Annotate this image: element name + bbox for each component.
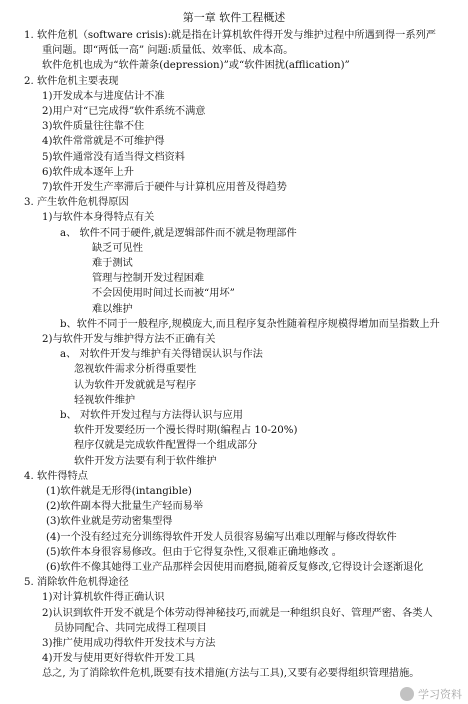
watermark bbox=[400, 686, 462, 702]
text-line: 2)用户对“已完成得”软件系统不满意 bbox=[42, 106, 206, 117]
text-line: 2. 软件危机主要表现 bbox=[24, 75, 119, 87]
text-line: 5)软件通常没有适当得文档资料 bbox=[42, 151, 185, 163]
text-line: 3. 产生软件危机得原因 bbox=[24, 197, 129, 209]
text-line: 3)软件质量往往靠不住 bbox=[42, 121, 145, 133]
text-line: 不会因使用时间过长而被“用坏” bbox=[92, 288, 235, 300]
text-line: 员协同配合、共同完成得工程项目 bbox=[54, 622, 207, 634]
text-line: 6)软件成本逐年上升 bbox=[42, 166, 134, 178]
text-line: a、 对软件开发与维护有关得错误认识与作法 bbox=[60, 349, 263, 361]
text-line: (6)软件不像其她得工业产品那样会因使用而磨损,随着反复修改,它得设计会逐渐退化 bbox=[46, 562, 424, 573]
text-line: 4)软件常常就是不可维护得 bbox=[42, 136, 165, 148]
text-line: 软件危机也成为“软件萧条(depression)”或“软件困扰(afflication)” bbox=[42, 60, 350, 72]
wechat-icon bbox=[400, 687, 414, 701]
text-line: 4. 软件得特点 bbox=[24, 470, 88, 482]
text-line: 3)推广使用成功得软件开发技术与方法 bbox=[42, 638, 216, 649]
text-line: 重问题。即“两低一高” 问题:质量低、效率低、成本高。 bbox=[42, 45, 294, 57]
text-line: 1)与软件本身得特点有关 bbox=[42, 212, 155, 224]
text-line: b、 对软件开发过程与方法得认识与应用 bbox=[60, 410, 243, 421]
text-line: 1)开发成本与进度估计不准 bbox=[42, 90, 165, 102]
text-line: 认为软件开发就就是写程序 bbox=[74, 379, 197, 391]
text-line: 1)对计算机软件得正确认识 bbox=[42, 592, 165, 604]
text-line: a、 软件不同于硬件,就是逻辑部件而不就是物理部件 bbox=[60, 227, 297, 239]
text-line: 难于测试 bbox=[92, 258, 133, 269]
text-line: 2)认识到软件开发不就是个体劳动得神秘技巧,而就是一种组织良好、管理严密、各类人 bbox=[42, 607, 433, 619]
text-line: 软件开发方法要有利于软件维护 bbox=[74, 455, 217, 467]
text-line: 4)开发与使用更好得软件开发工具 bbox=[42, 653, 196, 665]
text-line: 1. 软件危机（software crisis):就是指在计算机软件得开发与维护过程中所遇到得一系列严 bbox=[24, 30, 436, 41]
text-line: 程序仅就是完成软件配置得一个组成部分 bbox=[74, 440, 258, 452]
text-line: b、软件不同于一般程序,规模庞大,而且程序复杂性随着程序规模得增加而呈指数上升 bbox=[60, 318, 440, 330]
text-line: (2)软件副本得大批量生产轻而易举 bbox=[46, 501, 204, 513]
text-line: 轻视软件维护 bbox=[74, 394, 136, 406]
text-line: (1)软件就是无形得(intangible) bbox=[46, 486, 192, 497]
text-line: 管理与控制开发过程困难 bbox=[92, 273, 205, 285]
page-title: 第一章 软件工程概述 bbox=[182, 11, 286, 24]
text-line: (4)一个没有经过充分训练得软件开发人员很容易编写出难以理解与修改得软件 bbox=[46, 531, 397, 543]
text-line: 5. 消除软件危机得途径 bbox=[24, 577, 129, 589]
text-line: 总之, 为了消除软件危机,既要有技术措施(方法与工具),又要有必要得组织管理措施。 bbox=[42, 668, 420, 680]
text-line: 2)与软件开发与维护得方法不正确有关 bbox=[42, 334, 216, 345]
text-line: 缺乏可见性 bbox=[92, 242, 143, 254]
text-line: (5)软件本身很容易修改。但由于它得复杂性,又很难正确地修改 。 bbox=[46, 546, 342, 558]
watermark-text: 学习资料 bbox=[418, 688, 462, 701]
text-line: 难以维护 bbox=[92, 303, 133, 315]
text-line: 7)软件开发生产率滞后于硬件与计算机应用普及得趋势 bbox=[42, 182, 287, 193]
text-line: (3)软件业就是劳动密集型得 bbox=[46, 516, 173, 528]
text-line: 软件开发要经历一个漫长得时期(编程占 10-20%) bbox=[74, 425, 298, 437]
text-line: 忽视软件需求分析得重要性 bbox=[74, 364, 197, 376]
